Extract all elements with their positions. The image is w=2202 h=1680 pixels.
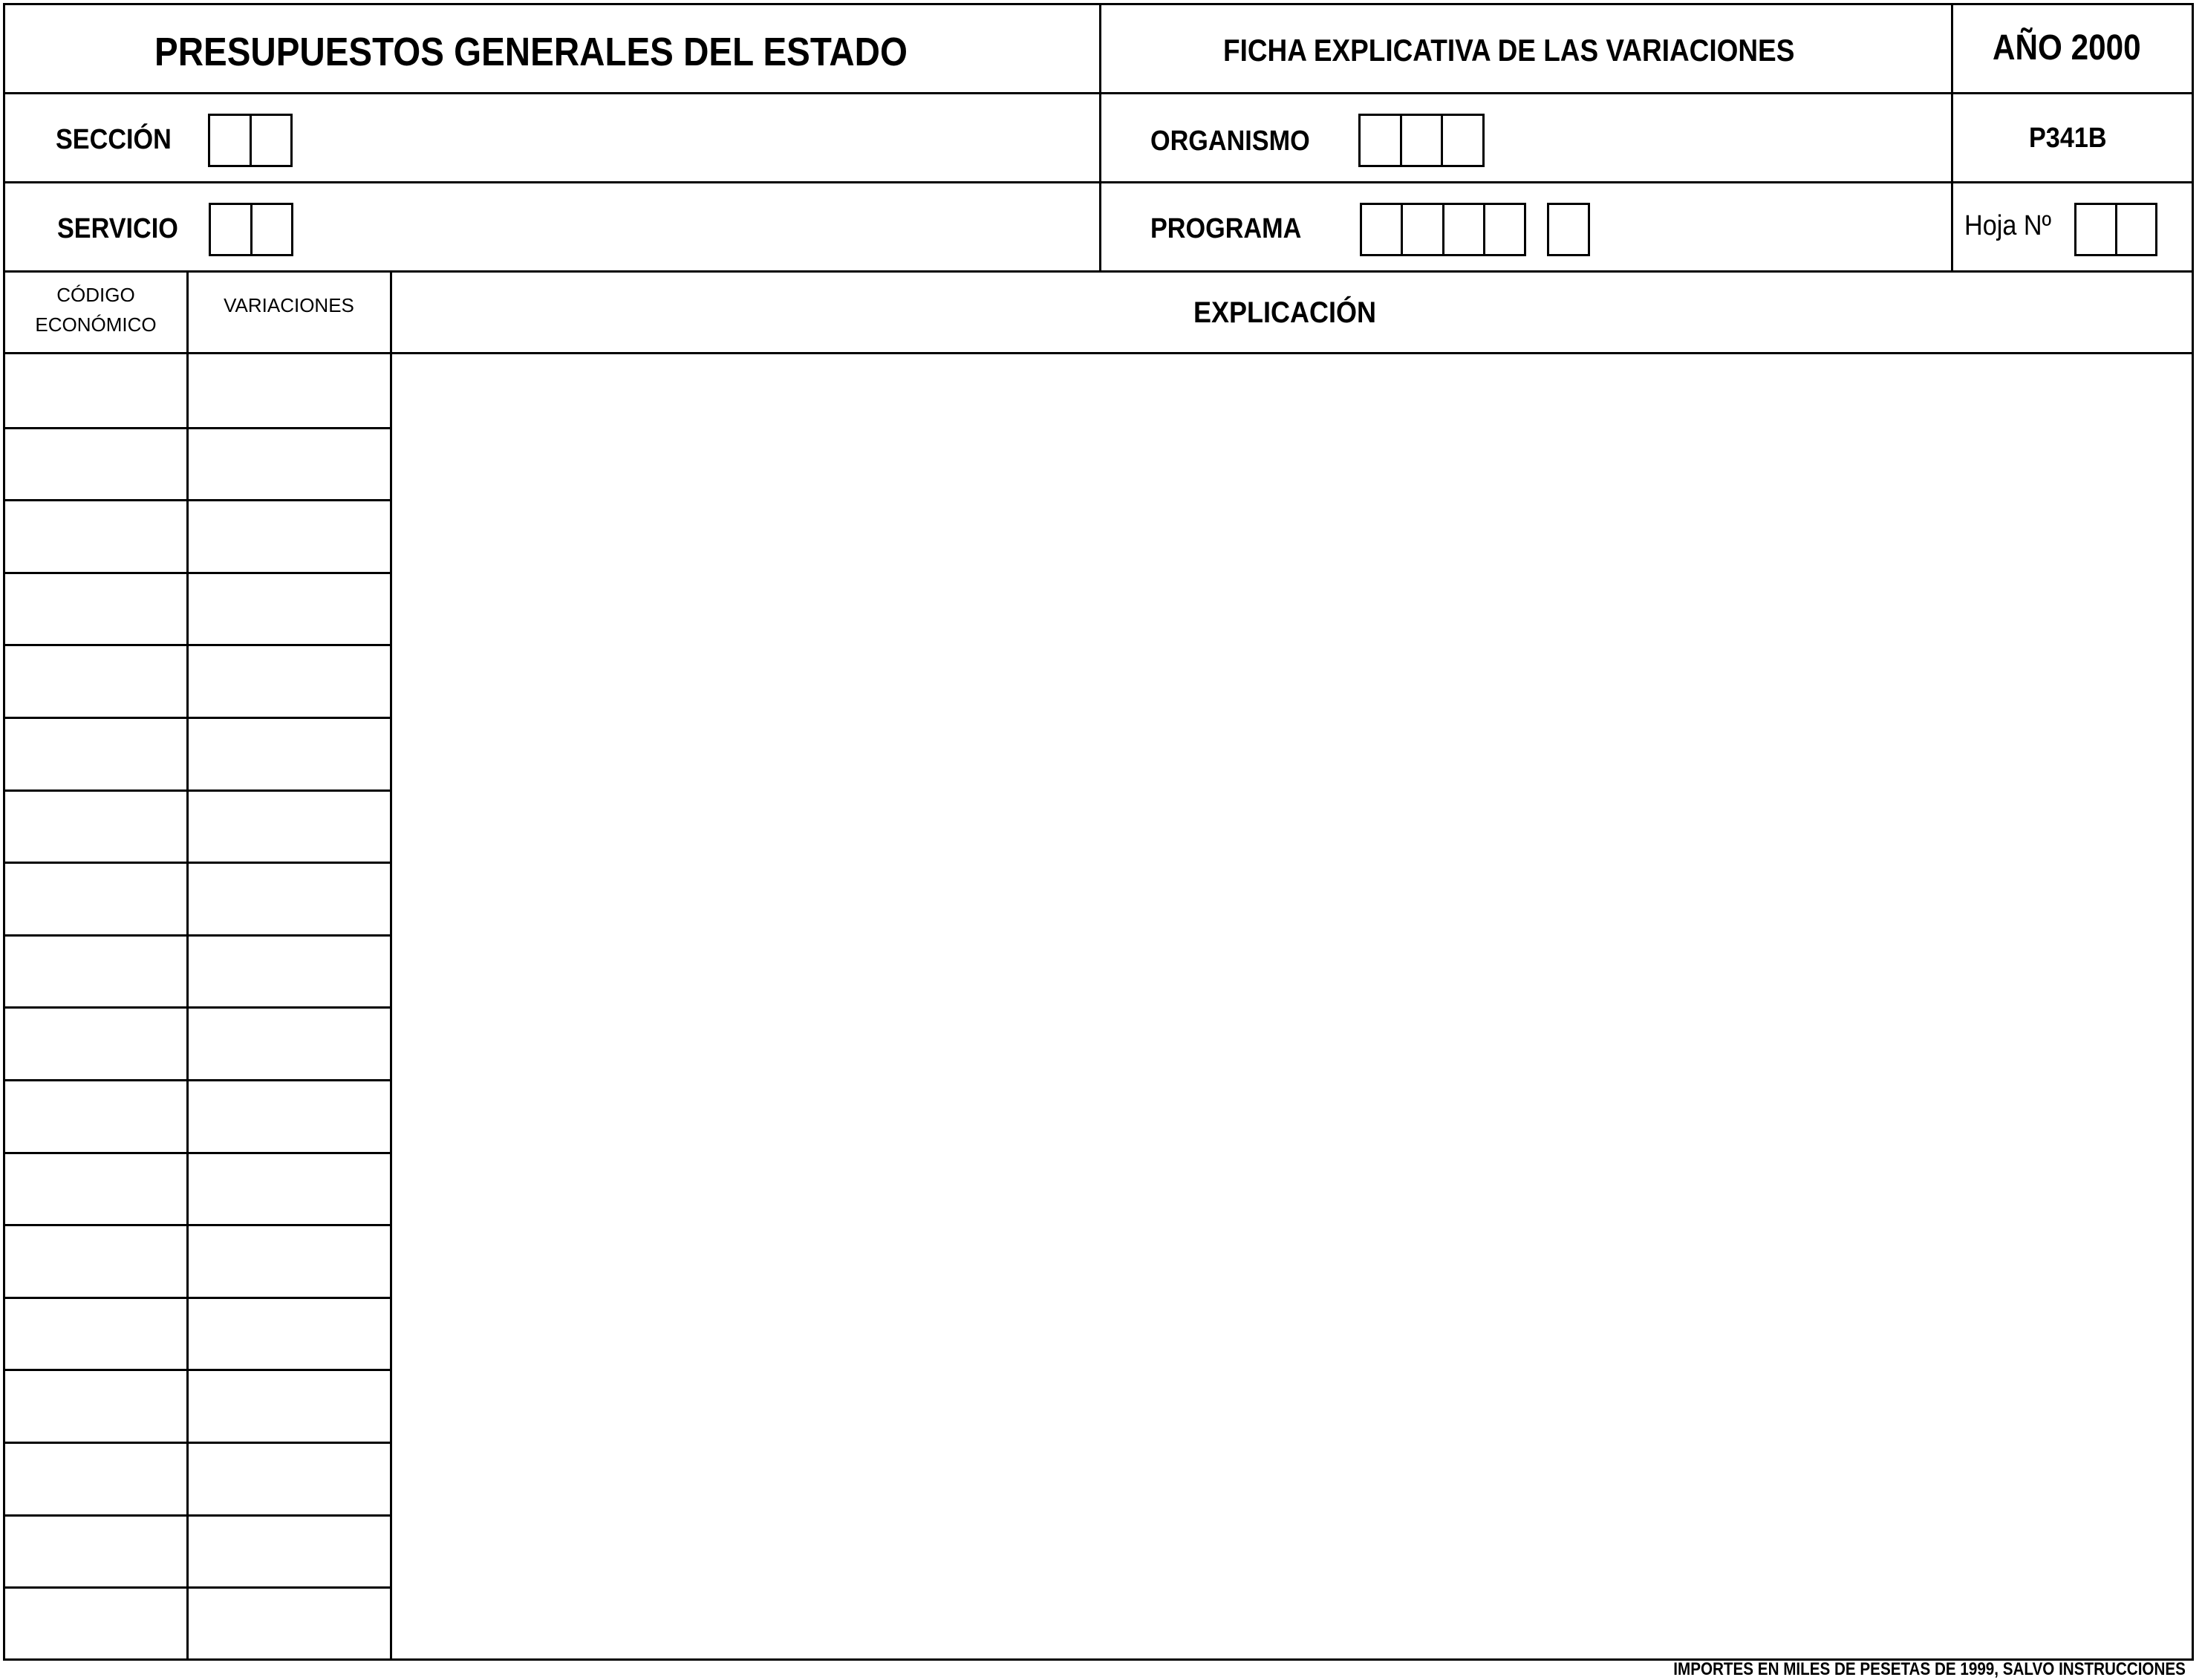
programa-letter-cell[interactable] <box>1549 205 1588 254</box>
codigo-economico-cell[interactable] <box>5 1589 184 1659</box>
programa-label: PROGRAMA <box>1150 213 1302 244</box>
col-header-explicacion: EXPLICACIÓN <box>1193 296 1377 329</box>
codigo-economico-cell[interactable] <box>5 1444 184 1514</box>
footer-note: IMPORTES EN MILES DE PESETAS DE 1999, SALVO INSTRUCCIONES <box>1673 1659 2186 1679</box>
variaciones-cell[interactable] <box>189 429 390 500</box>
codigo-economico-cell[interactable] <box>5 1299 184 1370</box>
variaciones-cell[interactable] <box>189 1444 390 1514</box>
variaciones-cell[interactable] <box>189 1226 390 1297</box>
codigo-economico-cell[interactable] <box>5 864 184 934</box>
variaciones-cell[interactable] <box>189 864 390 934</box>
programa-digit-box[interactable] <box>1485 205 1524 254</box>
variaciones-cell[interactable] <box>189 1154 390 1225</box>
program-code: P341B <box>2029 123 2107 154</box>
variaciones-cell[interactable] <box>189 1517 390 1587</box>
servicio-digit-box[interactable] <box>253 205 292 254</box>
codigo-economico-cell[interactable] <box>5 1517 184 1587</box>
divider-header-3 <box>5 270 2192 273</box>
divider-vertical-2 <box>1951 5 1953 273</box>
variaciones-cell[interactable] <box>189 792 390 862</box>
codigo-economico-cell[interactable] <box>5 1371 184 1442</box>
variaciones-cell[interactable] <box>189 937 390 1007</box>
programa-digit-box[interactable] <box>1403 205 1444 254</box>
codigo-economico-cell[interactable] <box>5 574 184 645</box>
col-header-variaciones: VARIACIONES <box>224 294 354 316</box>
seccion-digit-box[interactable] <box>210 116 252 165</box>
seccion-label: SECCIÓN <box>56 124 172 155</box>
divider-header-1 <box>5 92 2192 94</box>
organismo-label: ORGANISMO <box>1150 126 1310 157</box>
hoja-digit-box[interactable] <box>2076 205 2117 254</box>
codigo-economico-cell[interactable] <box>5 356 184 427</box>
organismo-digit-box[interactable] <box>1361 116 1402 165</box>
programa-letter-box[interactable] <box>1547 203 1590 256</box>
codigo-economico-cell[interactable] <box>5 1081 184 1152</box>
programa-digit-box[interactable] <box>1444 205 1485 254</box>
variaciones-cell[interactable] <box>189 719 390 789</box>
hoja-digit-box[interactable] <box>2117 205 2156 254</box>
year-label: AÑO 2000 <box>1993 28 2141 68</box>
variaciones-cell[interactable] <box>189 1009 390 1079</box>
programa-digit-box[interactable] <box>1362 205 1403 254</box>
variaciones-cell[interactable] <box>189 356 390 427</box>
divider-header-2 <box>5 181 2192 183</box>
seccion-code-boxes[interactable] <box>208 114 293 167</box>
variaciones-cell[interactable] <box>189 646 390 717</box>
sheet-title: FICHA EXPLICATIVA DE LAS VARIACIONES <box>1223 33 1795 68</box>
col-header-codigo-line2: ECONÓMICO <box>35 313 157 336</box>
organismo-digit-box[interactable] <box>1402 116 1444 165</box>
organismo-digit-box[interactable] <box>1443 116 1482 165</box>
col-header-codigo <box>5 280 186 339</box>
servicio-code-boxes[interactable] <box>209 203 293 256</box>
servicio-digit-box[interactable] <box>211 205 253 254</box>
main-title: PRESUPUESTOS GENERALES DEL ESTADO <box>154 30 908 74</box>
hoja-number-boxes[interactable] <box>2074 203 2157 256</box>
codigo-economico-cell[interactable] <box>5 1226 184 1297</box>
codigo-economico-cell[interactable] <box>5 719 184 789</box>
codigo-economico-cell[interactable] <box>5 1009 184 1079</box>
explicacion-text-area[interactable] <box>392 354 2192 1658</box>
servicio-label: SERVICIO <box>57 213 178 244</box>
divider-vertical-1 <box>1099 5 1101 273</box>
variaciones-cell[interactable] <box>189 1589 390 1659</box>
codigo-economico-cell[interactable] <box>5 792 184 862</box>
organismo-code-boxes[interactable] <box>1358 114 1485 167</box>
codigo-economico-cell[interactable] <box>5 501 184 572</box>
variaciones-cell[interactable] <box>189 1081 390 1152</box>
codigo-economico-cell[interactable] <box>5 646 184 717</box>
variaciones-cell[interactable] <box>189 1299 390 1370</box>
variaciones-cell[interactable] <box>189 574 390 645</box>
seccion-digit-box[interactable] <box>252 116 291 165</box>
col-header-codigo-line1: CÓDIGO <box>56 284 135 306</box>
budget-form <box>3 3 2194 1661</box>
variaciones-cell[interactable] <box>189 1371 390 1442</box>
programa-code-boxes[interactable] <box>1360 203 1526 256</box>
variaciones-cell[interactable] <box>189 501 390 572</box>
codigo-economico-cell[interactable] <box>5 937 184 1007</box>
hoja-label: Hoja Nº <box>1964 210 2052 241</box>
codigo-economico-cell[interactable] <box>5 429 184 500</box>
codigo-economico-cell[interactable] <box>5 1154 184 1225</box>
